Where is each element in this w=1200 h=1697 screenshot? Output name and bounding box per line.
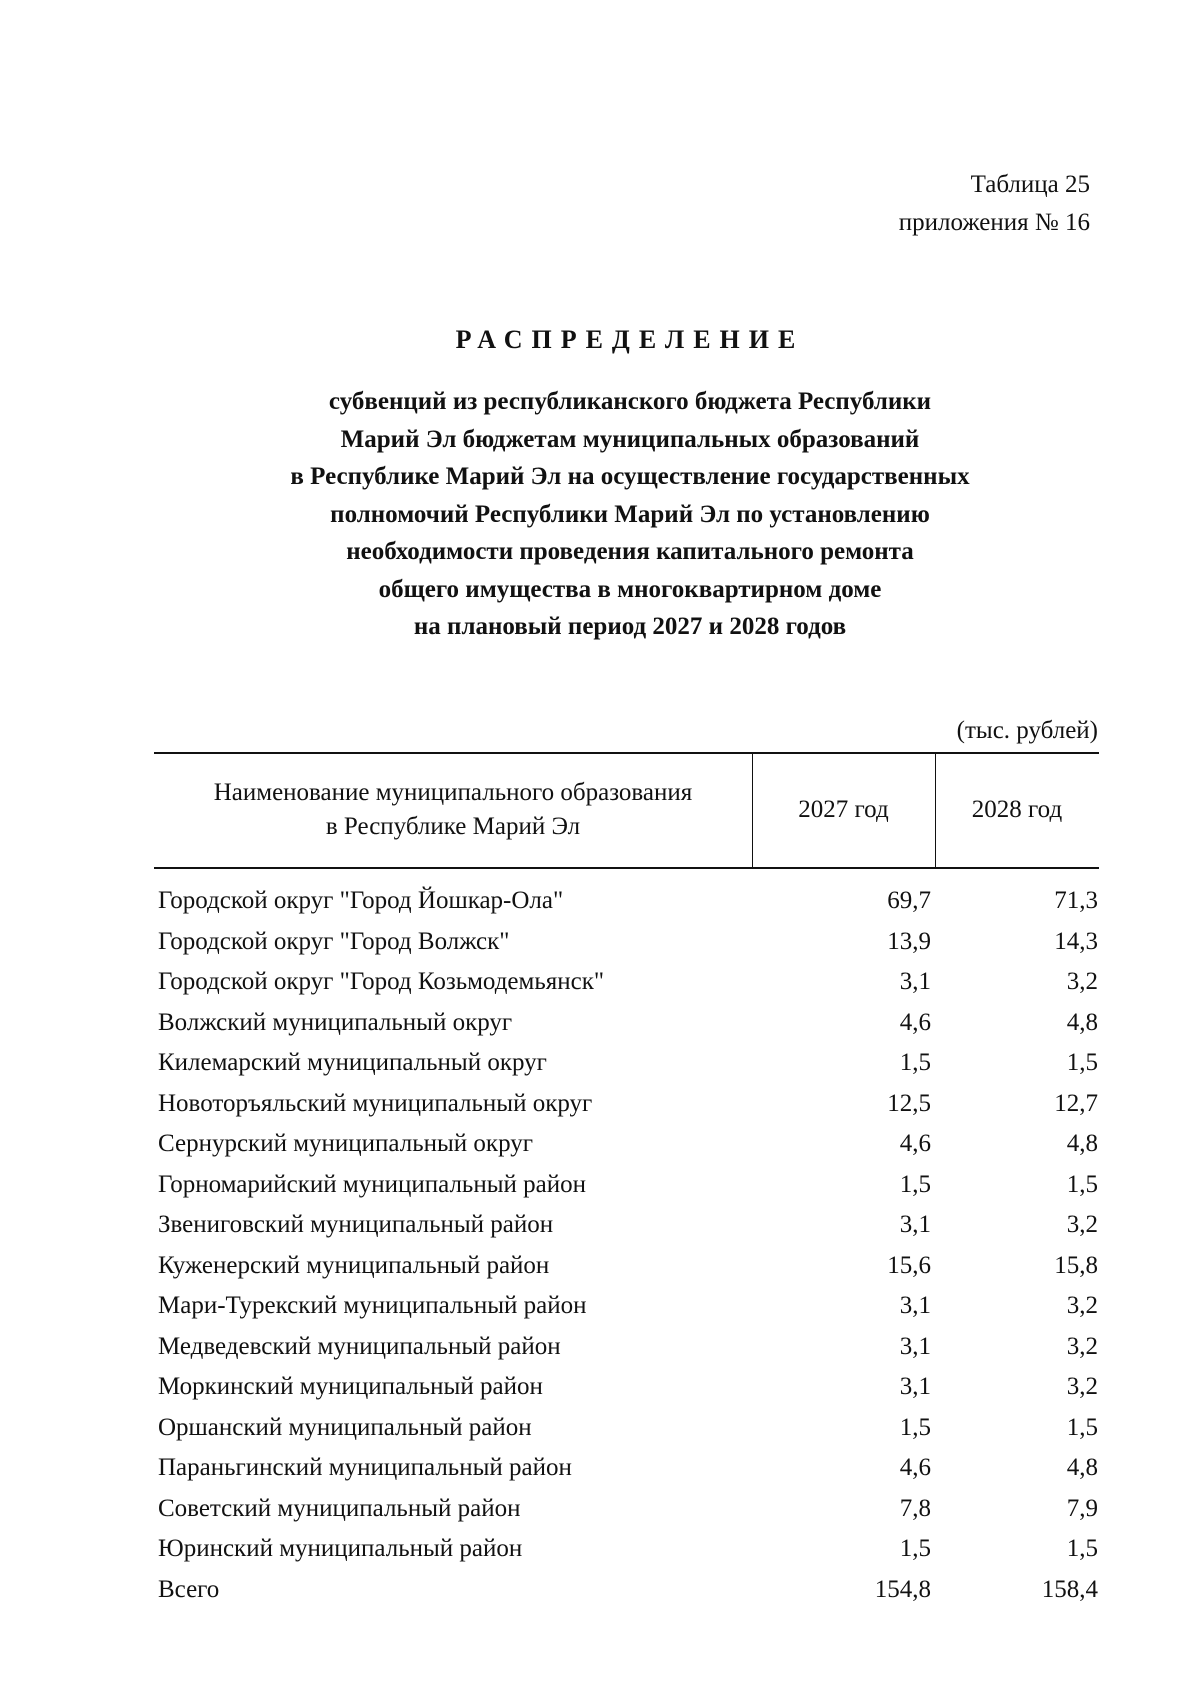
table-row <box>0 922 1200 963</box>
value-2028: 3,2 <box>1066 1292 1098 1319</box>
value-2028: 3,2 <box>1066 968 1098 995</box>
table-row <box>0 1124 1200 1165</box>
municipality-name: Моркинский муниципальный район <box>158 1373 543 1400</box>
table-header-rule <box>154 867 1099 869</box>
municipality-name: Сернурский муниципальный округ <box>158 1130 533 1157</box>
value-2027: 12,5 <box>887 1089 931 1117</box>
value-2027: 4,6 <box>899 1008 931 1036</box>
table-row <box>0 1529 1200 1570</box>
table-row <box>0 1408 1200 1449</box>
value-2027: 13,9 <box>887 927 931 955</box>
municipality-name: Куженерский муниципальный район <box>158 1251 550 1279</box>
document-title: РАСПРЕДЕЛЕНИЕ <box>455 325 805 354</box>
table-row <box>0 1489 1200 1530</box>
municipality-name: Юринский муниципальный район <box>158 1535 523 1562</box>
value-2028: 1,5 <box>1066 1413 1098 1441</box>
value-2027: 69,7 <box>887 887 931 914</box>
value-2027: 3,1 <box>899 968 931 995</box>
table-row <box>0 1246 1200 1287</box>
subtitle-line: полномочий Республики Марий Эл по установлению <box>330 500 930 528</box>
table-row <box>0 1205 1200 1246</box>
document-subtitle <box>200 383 1060 646</box>
value-2028: 4,8 <box>1066 1454 1098 1481</box>
column-header-2028: 2028 год <box>971 796 1063 823</box>
subtitle-line: субвенций из республиканского бюджета Республики <box>328 388 932 415</box>
value-2028: 3,2 <box>1066 1211 1098 1238</box>
table-row <box>0 1448 1200 1489</box>
municipality-name: Городской округ "Город Козьмодемьянск" <box>158 968 605 995</box>
table-total-row <box>0 1570 1200 1611</box>
value-2027: 1,5 <box>899 1413 931 1441</box>
table-row <box>0 881 1200 922</box>
municipality-name: Килемарский муниципальный округ <box>158 1049 547 1076</box>
column-header-name-line: в Республике Марий Эл <box>325 813 581 840</box>
column-header-name <box>154 753 752 867</box>
value-2028: 3,2 <box>1066 1373 1098 1400</box>
municipality-name: Городской округ "Город Волжск" <box>158 927 510 955</box>
municipality-name: Оршанский муниципальный район <box>158 1413 532 1441</box>
municipality-name: Новоторъяльский муниципальный округ <box>158 1089 593 1117</box>
value-2028: 1,5 <box>1066 1170 1098 1198</box>
value-2027: 15,6 <box>887 1251 931 1279</box>
appendix-reference: приложения № 16 <box>898 209 1090 236</box>
value-2027: 3,1 <box>899 1211 931 1238</box>
subtitle-line: Марий Эл бюджетам муниципальных образований <box>340 425 920 453</box>
value-2027: 3,1 <box>899 1332 931 1360</box>
value-2027: 3,1 <box>899 1292 931 1319</box>
value-2027: 1,5 <box>899 1170 931 1198</box>
value-2027: 4,6 <box>899 1130 931 1157</box>
subtitle-line: в Республике Марий Эл на осуществление государственных <box>290 463 970 490</box>
municipality-name: Советский муниципальный район <box>158 1494 521 1522</box>
table-row <box>0 1367 1200 1408</box>
table-row <box>0 1003 1200 1044</box>
value-2028: 7,9 <box>1066 1494 1098 1522</box>
municipality-name: Звениговский муниципальный район <box>158 1211 554 1238</box>
value-2028: 14,3 <box>1054 927 1098 955</box>
municipality-name: Горномарийский муниципальный район <box>158 1170 586 1198</box>
table-row <box>0 1043 1200 1084</box>
table-row <box>0 1165 1200 1206</box>
table-row <box>0 1327 1200 1368</box>
table-reference-number: Таблица 25 <box>970 171 1090 198</box>
value-2027: 3,1 <box>899 1373 931 1400</box>
value-2027: 7,8 <box>899 1494 931 1522</box>
table-row <box>0 1084 1200 1125</box>
subtitle-line: необходимости проведения капитального ремонта <box>346 538 914 565</box>
municipality-name: Городской округ "Город Йошкар-Ола" <box>158 887 564 914</box>
municipality-name: Волжский муниципальный округ <box>158 1008 513 1036</box>
municipality-name: Медведевский муниципальный район <box>158 1332 561 1360</box>
value-2028: 4,8 <box>1066 1008 1098 1036</box>
table-row <box>0 962 1200 1003</box>
value-2028: 71,3 <box>1054 887 1098 914</box>
value-2028: 12,7 <box>1054 1089 1098 1117</box>
value-2028: 158,4 <box>1041 1575 1098 1603</box>
value-2027: 4,6 <box>899 1454 931 1481</box>
subtitle-line: общего имущества в многоквартирном доме <box>378 575 882 603</box>
units-label: (тыс. рублей) <box>956 717 1098 744</box>
value-2028: 1,5 <box>1066 1049 1098 1076</box>
municipality-name: Мари-Турекский муниципальный район <box>158 1292 587 1319</box>
value-2028: 15,8 <box>1054 1251 1098 1279</box>
value-2028: 4,8 <box>1066 1130 1098 1157</box>
value-2027: 1,5 <box>899 1535 931 1562</box>
table-row <box>0 1286 1200 1327</box>
column-header-2027: 2027 год <box>798 796 889 823</box>
column-header-name-line: Наименование муниципального образования <box>213 779 693 806</box>
value-2027: 154,8 <box>874 1575 931 1603</box>
value-2028: 3,2 <box>1066 1332 1098 1360</box>
value-2028: 1,5 <box>1066 1535 1098 1562</box>
municipality-name: Всего <box>158 1575 220 1603</box>
value-2027: 1,5 <box>899 1049 931 1076</box>
subtitle-line: на плановый период 2027 и 2028 годов <box>413 613 847 640</box>
table-body <box>0 881 1200 1610</box>
municipality-name: Параньгинский муниципальный район <box>158 1454 572 1481</box>
